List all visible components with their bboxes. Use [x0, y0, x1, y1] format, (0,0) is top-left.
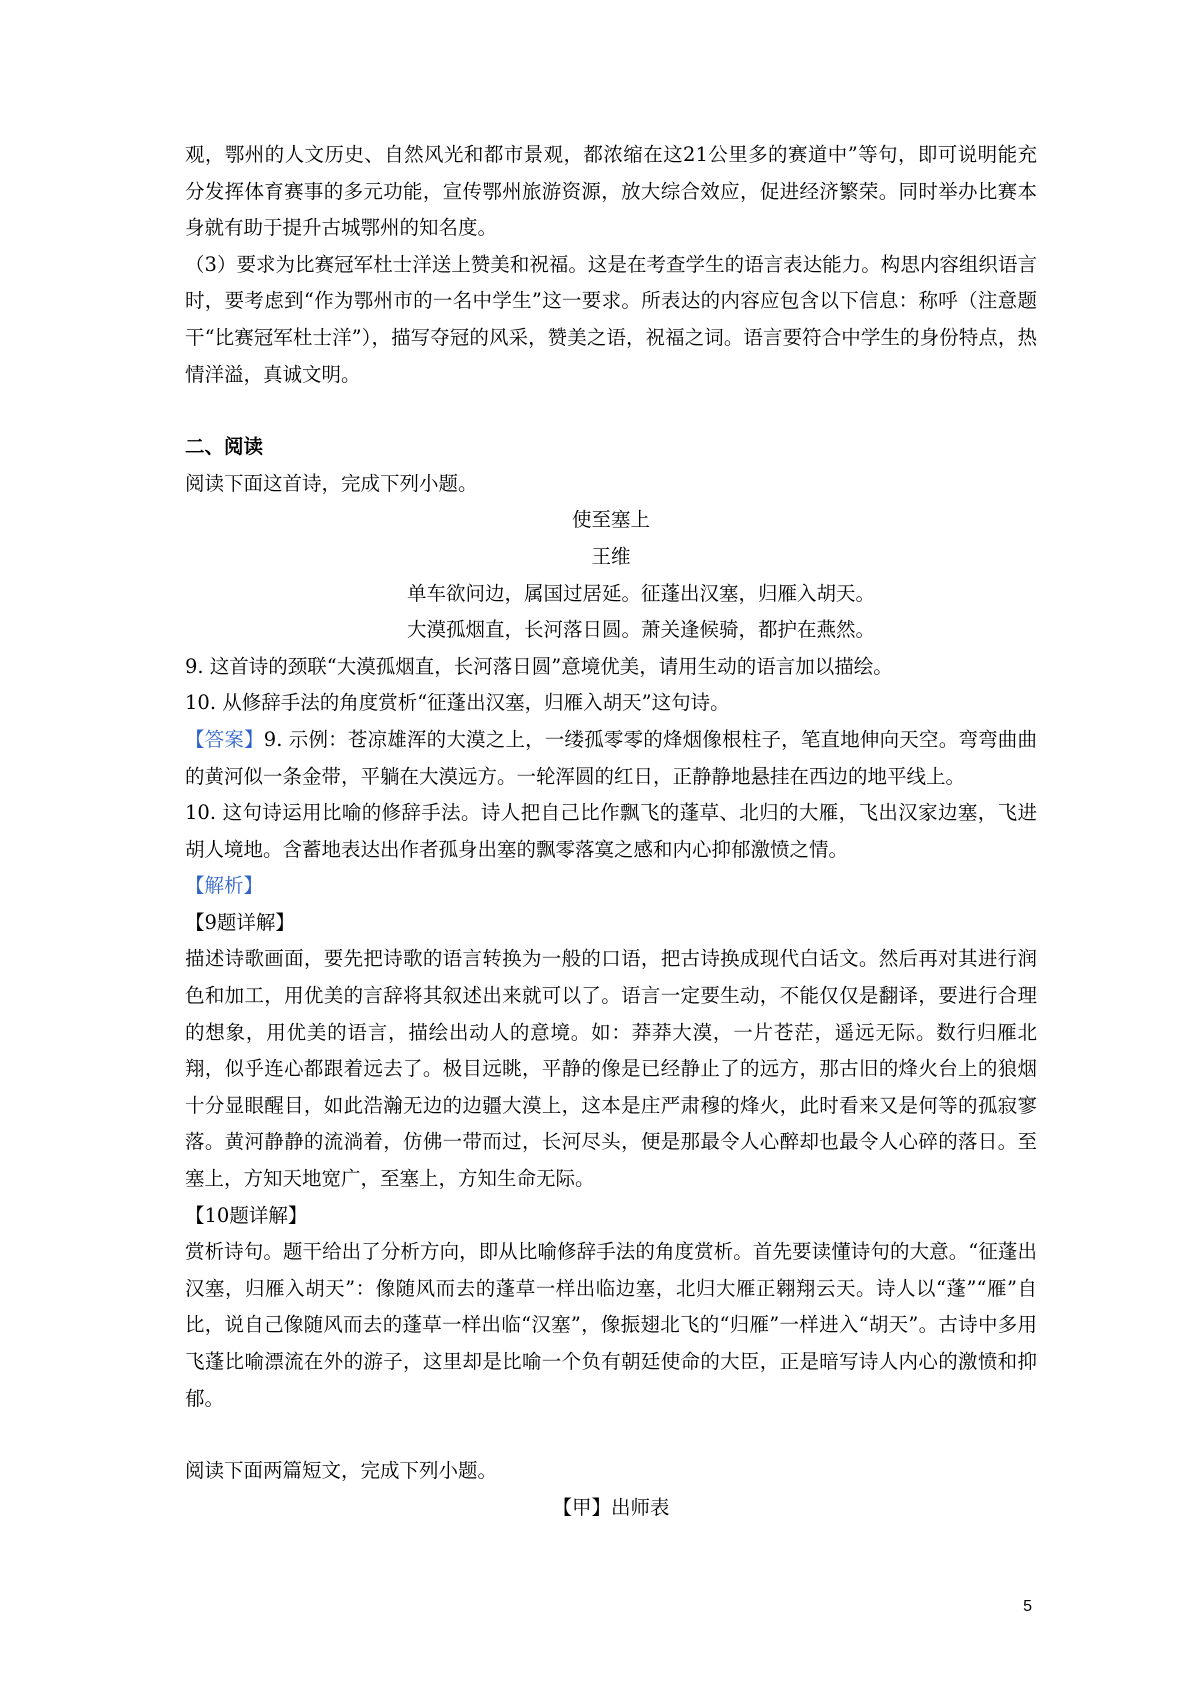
poem-line-2: 大漠孤烟直，长河落日圆。萧关逢候骑，都护在燕然。 [406, 618, 875, 642]
text-jia-title: 【甲】出师表 [552, 1495, 670, 1519]
answer-label: 【答案】 [185, 727, 264, 751]
q10-detail-label: 【10题详解】 [185, 1203, 308, 1227]
poem-line-1: 单车欲问边，属国过居延。征蓬出汉塞，归雁入胡天。 [406, 581, 875, 605]
analysis-label: 【解析】 [185, 874, 264, 898]
q9-detail-paragraph: 描述诗歌画面，要先把诗歌的语言转换为一般的口语，把古诗换成现代白话文。然后再对其进行润色和加工，用优美的言辞将其叙述出来就可以了。语言一定要生动，不能仅仅是翻译，要进行合理的想象，用优美的语言，描绘出动人的意境。如：莽莽大漠，一片苍茫，遥远无际。数行归雁北翔，似乎连心都跟着远去了。极目远眺，平静的像是已经静止了的远方，那古旧的烽火台上的狼烟十分显眼醒目，如此浩瀚无边的边疆大漠上，这本是庄严肃穆的烽火，此时看来又是何等的孤寂寥落。黄河静静的流淌着，仿佛一带而过，长河尽头，便是那最令人心醉却也最令人心碎的落日。至塞上，方知天地宽广，至塞上，方知生命无际。 [185, 947, 1037, 1191]
answer-9-paragraph [185, 722, 1037, 795]
two-texts-intro: 阅读下面两篇短文，完成下列小题。 [185, 1459, 498, 1483]
paragraph-gap [185, 1417, 1037, 1453]
answer-9-text: 9. 示例：苍凉雄浑的大漠之上，一缕孤零零的烽烟像根柱子，笔直地伸向天空。弯弯曲曲的黄河似一条金带，平躺在大漠远方。一轮浑圆的红日，正静静地悬挂在西边的地平线上。 [185, 727, 1037, 788]
page-number: 5 [1023, 1598, 1032, 1615]
answer-10-paragraph: 10. 这句诗运用比喻的修辞手法。诗人把自己比作飘飞的蓬草、北归的大雁，飞出汉家边塞，飞进胡人境地。含蓄地表达出作者孤身出塞的飘零落寞之感和内心抑郁激愤之情。 [185, 801, 1037, 861]
document-body [185, 137, 1037, 1526]
poem-author: 王维 [591, 544, 631, 568]
q9-detail-label: 【9题详解】 [185, 910, 295, 934]
poem-title: 使至塞上 [571, 508, 650, 532]
q3-analysis-paragraph: （3）要求为比赛冠军杜士洋送上赞美和祝福。这是在考查学生的语言表达能力。构思内容组织语言时，要考虑到“作为鄂州市的一名中学生”这一要求。所表达的内容应包含以下信息：称呼（注意题干“比赛冠军杜士洋”），描写夺冠的风采，赞美之语，祝福之词。语言要符合中学生的身份特点，热情洋溢，真诚文明。 [185, 252, 1037, 386]
section-heading: 二、阅读 [185, 435, 264, 459]
continuation-paragraph: 观，鄂州的人文历史、自然风光和都市景观，都浓缩在这21公里多的赛道中”等句，即可说明能充分发挥体育赛事的多元功能，宣传鄂州旅游资源，放大综合效应，促进经济繁荣。同时举办比赛本身就有助于提升古城鄂州的知名度。 [185, 143, 1037, 240]
question-9: 9. 这首诗的颈联“大漠孤烟直，长河落日圆”意境优美，请用生动的语言加以描绘。 [185, 654, 893, 678]
poem-intro: 阅读下面这首诗，完成下列小题。 [185, 471, 478, 495]
question-10: 10. 从修辞手法的角度赏析“征蓬出汉塞，归雁入胡天”这句诗。 [185, 691, 730, 715]
q10-detail-paragraph: 赏析诗句。题干给出了分析方向，即从比喻修辞手法的角度赏析。首先要读懂诗句的大意。“征蓬出汉塞，归雁入胡天”：像随风而去的蓬草一样出临边塞，北归大雁正翱翔云天。诗人以“蓬”“雁”自比，说自己像随风而去的蓬草一样出临“汉塞”，像振翅北飞的“归雁”一样进入“胡天”。古诗中多用飞蓬比喻漂流在外的游子，这里却是比喻一个负有朝廷使命的大臣，正是暗写诗人内心的激愤和抑郁。 [185, 1240, 1037, 1410]
